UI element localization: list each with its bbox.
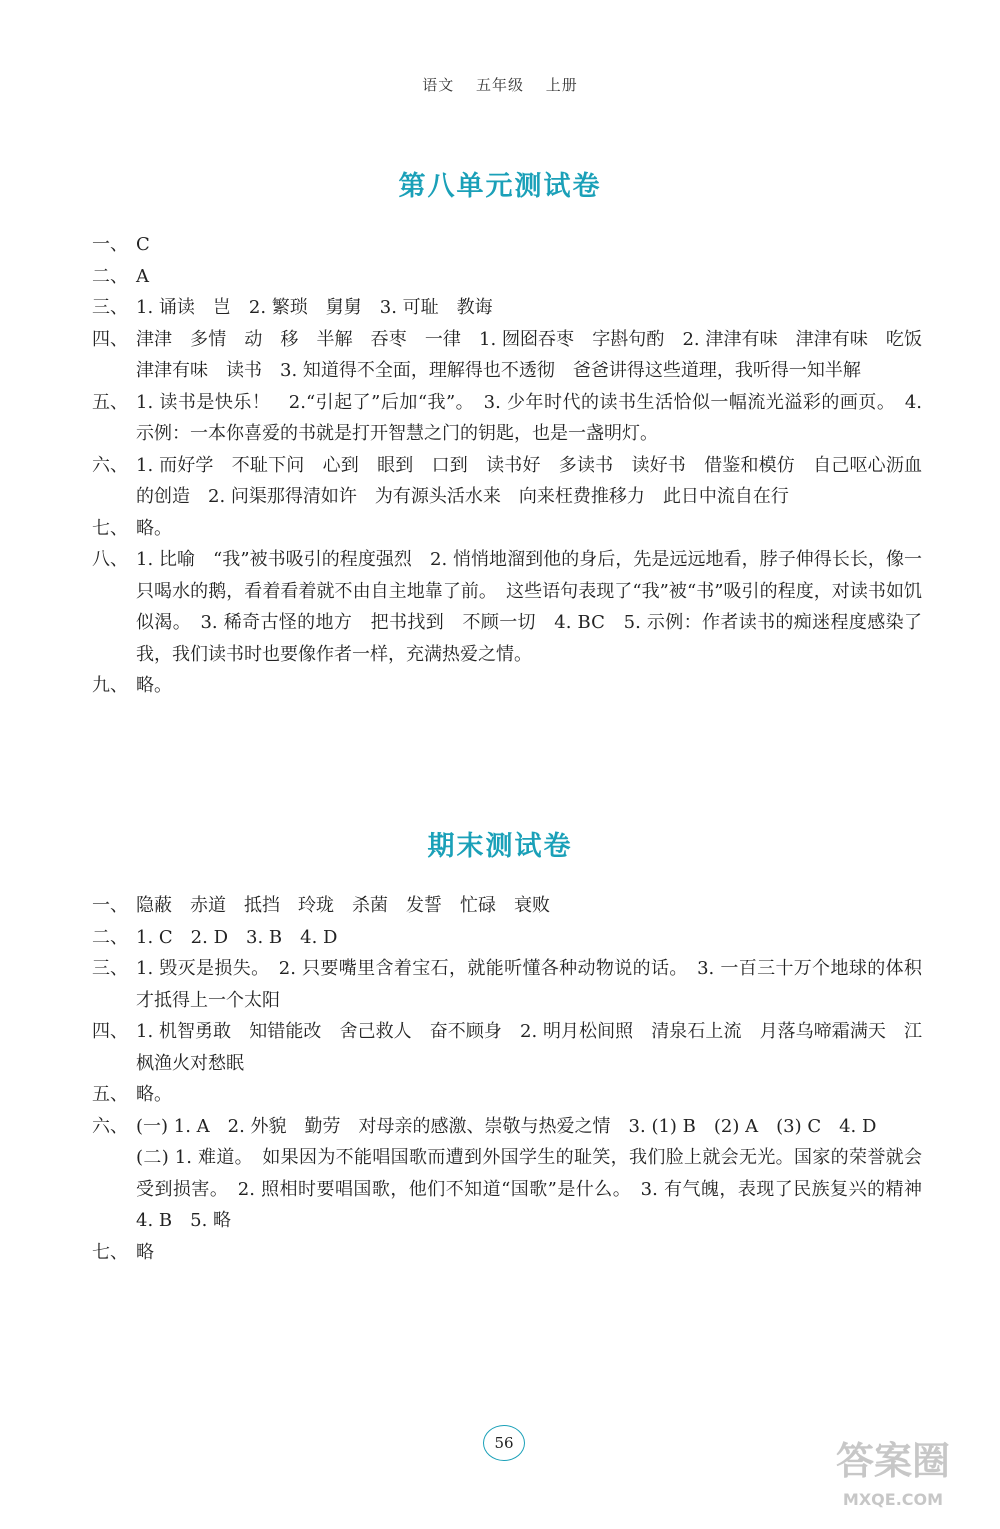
item-label: 八、 <box>92 549 128 570</box>
item-label: 七、 <box>92 1241 128 1263</box>
watermark-glyphs: 答案圈 <box>835 1439 950 1483</box>
section-title-final: 期末测试卷 <box>427 831 573 862</box>
answer-item <box>92 261 922 293</box>
header-subject: 语文 <box>422 76 455 94</box>
answer-item <box>92 450 922 513</box>
section-final-answers <box>92 890 940 1268</box>
item-text: (二) 1. 难道。 如果因为不能唱国歌而遭到外国学生的耻笑，我们脸上就会无光。国家的荣誉就会受到损害。 2. 照相时要唱国歌，他们不知道“国歌”是什么。 3. 有气魄，表现了民族复兴的精神 4. B 5. 略 <box>136 1147 940 1231</box>
item-label: 四、 <box>92 328 128 350</box>
watermark-url: MXQE.COM <box>842 1490 944 1509</box>
item-text: 略。 <box>136 675 172 696</box>
item-text: 1. 而好学 不耻下问 心到 眼到 口到 读书好 多读书 读好书 借鉴和模仿 自己呕心沥血的创造 2. 问渠那得清如许 为有源头活水来 向来枉费推移力 此日中流自在行 <box>136 454 922 507</box>
item-text: 津津 多情 动 移 半解 吞枣 一律 1. 囫囵吞枣 字斟句酌 2. 津津有味 津津有味 吃饭 津津有味 读书 3. 知道得不全面，理解得也不透彻 爸爸讲得这些道理，我听得一知半解 <box>136 328 940 381</box>
item-label: 五、 <box>92 391 128 413</box>
item-text: 1. 诵读 岂 2. 繁琐 舅舅 3. 可耻 教诲 <box>136 297 493 318</box>
page-number: 56 <box>483 1425 525 1461</box>
answer-item <box>92 922 922 954</box>
item-label: 二、 <box>92 265 128 287</box>
answer-item <box>92 1237 922 1269</box>
item-label: 二、 <box>92 926 128 948</box>
answer-item <box>92 1079 922 1111</box>
item-text: 略。 <box>136 517 172 539</box>
item-label: 六、 <box>92 1115 128 1137</box>
header-grade: 五年级 <box>475 76 524 94</box>
answer-subitem <box>92 1142 940 1237</box>
section-unit8-answers <box>92 229 940 702</box>
item-label: 七、 <box>92 517 128 539</box>
item-label: 四、 <box>92 1021 128 1042</box>
section-title-unit8: 第八单元测试卷 <box>398 171 602 202</box>
item-text: 略 <box>136 1241 154 1263</box>
item-text: 略。 <box>136 1084 172 1105</box>
item-label: 六、 <box>92 454 128 476</box>
item-text: 1. C 2. D 3. B 4. D <box>136 926 338 948</box>
answer-item <box>92 229 922 261</box>
item-text: 1. 机智勇敢 知错能改 舍己救人 奋不顾身 2. 明月松间照 清泉石上流 月落乌啼霜满天 江枫渔火对愁眠 <box>136 1021 922 1074</box>
answer-item <box>92 544 922 670</box>
answer-item <box>92 292 922 324</box>
answer-item <box>92 1111 922 1143</box>
answer-item <box>92 324 940 387</box>
answer-item <box>92 890 922 922</box>
item-text: (一) 1. A 2. 外貌 勤劳 对母亲的感激、崇敬与热爱之情 3. (1) B (2) A (3) C 4. D <box>136 1115 877 1137</box>
item-text: C <box>136 234 150 255</box>
item-text: 隐蔽 赤道 抵挡 玲珑 杀菌 发誓 忙碌 衰败 <box>136 895 550 916</box>
item-text: A <box>136 265 149 287</box>
answer-item <box>92 670 922 702</box>
item-label: 三、 <box>92 297 128 318</box>
item-text: 1. 读书是快乐！ 2.“引起了”后加“我”。 3. 少年时代的读书生活恰似一幅流光溢彩的画页。 4. 示例：一本你喜爱的书就是打开智慧之门的钥匙，也是一盏明灯。 <box>136 391 922 444</box>
watermark-logo <box>818 1436 968 1522</box>
item-text: 1. 比喻 “我”被书吸引的程度强烈 2. 悄悄地溜到他的身后，先是远远地看，脖子伸得长长，像一只喝水的鹅，看着看着就不由自主地靠了前。 这些语句表现了“我”被“书”吸引的程度，对读书如饥似渴。 3. 稀奇古怪的地方 把书找到 不顾一切 4. BC 5. 示例：作者读书的痴迷程度感染了我，我们读书时也要像作者一样，充满热爱之情。 <box>136 549 922 665</box>
item-label: 一、 <box>92 895 128 916</box>
item-label: 五、 <box>92 1084 128 1105</box>
item-label: 九、 <box>92 675 128 696</box>
header-volume: 上册 <box>545 76 578 94</box>
answer-item <box>92 387 922 450</box>
item-label: 三、 <box>92 958 128 979</box>
running-header <box>0 74 1000 95</box>
answer-item <box>92 953 922 1016</box>
answer-item <box>92 513 922 545</box>
item-label: 一、 <box>92 234 128 255</box>
answer-item <box>92 1016 922 1079</box>
item-text: 1. 毁灭是损失。 2. 只要嘴里含着宝石，就能听懂各种动物说的话。 3. 一百三十万个地球的体积才抵得上一个太阳 <box>136 958 922 1011</box>
